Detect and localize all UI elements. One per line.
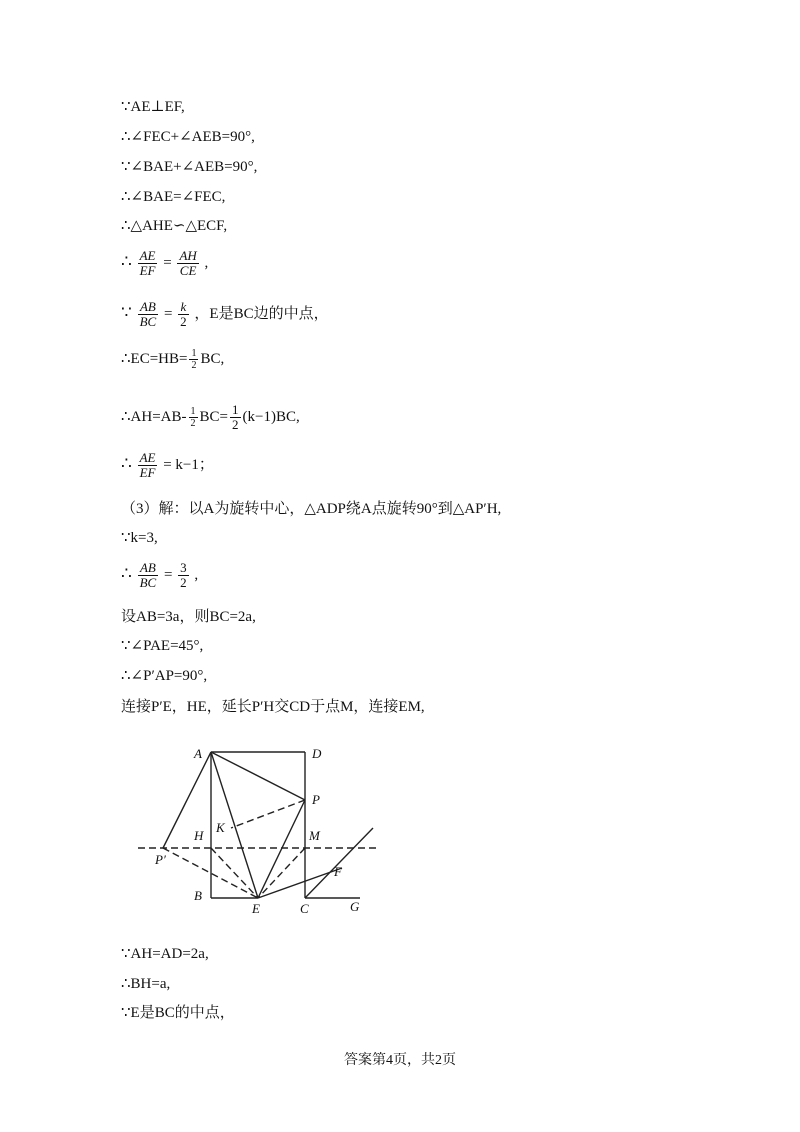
- line-16: ∴∠P′AP=90°,: [121, 668, 208, 684]
- label-P-prime: P′: [155, 852, 166, 867]
- fraction: $\frac{1}{2}$: [191, 348, 197, 371]
- line-14: 设AB=3a，则BC=2a,: [121, 609, 256, 625]
- label-G: G: [350, 899, 360, 914]
- segment-HE: [211, 848, 258, 898]
- fraction: $\frac{k}{2}$: [180, 299, 187, 329]
- label-E: E: [252, 901, 260, 916]
- line-4: ∴∠BAE=∠FEC,: [121, 189, 226, 205]
- segment-AP: [211, 752, 305, 800]
- label-B: B: [194, 888, 202, 903]
- label-C: C: [300, 901, 309, 916]
- fraction: $\frac{AH}{CE}$: [179, 248, 197, 278]
- line-3: ∵∠BAE+∠AEB=90°,: [121, 159, 258, 175]
- segment-AP-prime: [163, 752, 211, 848]
- because-symbol: ∵: [121, 302, 132, 322]
- fraction: $\frac{AE}{EF}$: [139, 450, 156, 480]
- fraction: $\frac{AE}{EF}$: [139, 248, 156, 278]
- therefore-symbol: ∴: [121, 251, 132, 271]
- line-11: （3）解：以A为旋转中心，△ADP绕A点旋转90°到△AP′H,: [121, 501, 502, 517]
- label-F: F: [334, 864, 342, 879]
- fraction: $\frac{AB}{BC}$: [139, 299, 157, 329]
- fraction: $\frac{1}{2}$: [190, 406, 196, 429]
- geometry-figure: [130, 738, 390, 918]
- page-footer: 答案第4页，共2页: [344, 1053, 456, 1068]
- label-M: M: [309, 828, 320, 843]
- label-D: D: [312, 746, 322, 761]
- line-12: ∵k=3,: [121, 530, 158, 546]
- label-H: H: [194, 828, 204, 843]
- line-15: ∵∠PAE=45°,: [121, 638, 204, 654]
- line-8: ∴EC=HB= $\frac{1}{2}$ BC,: [121, 348, 225, 371]
- line-19: ∴BH=a,: [121, 976, 171, 992]
- label-K: K: [216, 820, 225, 835]
- line-10: ∴ $\frac{AE}{EF}$ = k−1；: [121, 450, 214, 480]
- fraction: $\frac{1}{2}$: [232, 402, 239, 432]
- label-A: A: [194, 746, 202, 761]
- fraction: $\frac{AB}{BC}$: [139, 560, 157, 590]
- line-5: ∴△AHE∽△ECF,: [121, 218, 228, 234]
- line-2: ∴∠FEC+∠AEB=90°,: [121, 129, 255, 145]
- line-1: ∵AE⊥EF,: [121, 99, 185, 115]
- line-20: ∵E是BC的中点，: [121, 1005, 235, 1021]
- line-7: ∵ $\frac{AB}{BC}$ = $\frac{k}{2}$ ，E是BC边的中点，: [121, 299, 329, 329]
- line-13: ∴ $\frac{AB}{BC}$ = $\frac{3}{2}$ ,: [121, 560, 199, 590]
- fraction: $\frac{3}{2}$: [180, 560, 187, 590]
- segment-ME: [258, 848, 305, 898]
- line-6: ∴ $\frac{AE}{EF}$ = $\frac{AH}{CE}$ ,: [121, 248, 209, 278]
- line-18: ∵AH=AD=2a,: [121, 946, 209, 962]
- line-9: ∴AH=AB- $\frac{1}{2}$ BC= $\frac{1}{2}$ (k−1)BC,: [121, 402, 300, 432]
- label-P: P: [312, 792, 320, 807]
- line-17: 连接P′E，HE，延长P′H交CD于点M，连接EM,: [121, 699, 425, 715]
